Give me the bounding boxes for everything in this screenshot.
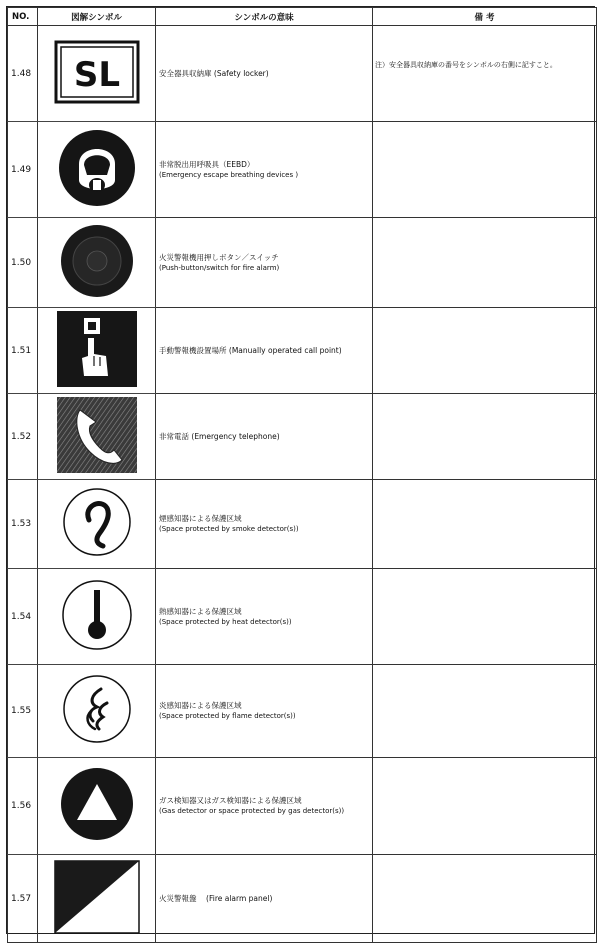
- row-number: 1.49: [8, 122, 38, 218]
- flame-detector-area-icon: [61, 673, 133, 745]
- header-remarks: 備 考: [373, 8, 597, 26]
- row-number: 1.52: [8, 394, 38, 480]
- meaning-cell: [156, 758, 373, 855]
- row-number: 1.50: [8, 218, 38, 308]
- meaning-en: (Safety locker): [213, 69, 269, 78]
- remark-text: 注）安全器具収納庫の番号をシンボルの右側に記すこと。: [375, 61, 557, 69]
- meaning-en: (Push-button/switch for fire alarm): [159, 263, 280, 272]
- meaning-en: (Space protected by smoke detector(s)): [159, 525, 299, 533]
- remarks-cell: [373, 758, 597, 855]
- meaning-en: (Fire alarm panel): [206, 894, 273, 903]
- table-row: [8, 26, 597, 122]
- gas-detector-area-icon: [59, 766, 135, 842]
- meaning-cell: [156, 218, 373, 308]
- table-row: [8, 308, 597, 394]
- meaning-en: (Emergency escape breathing devices ): [159, 170, 299, 179]
- sl-label: SL: [73, 54, 120, 95]
- remarks-cell: [373, 394, 597, 480]
- meaning-cell: [156, 308, 373, 394]
- symbol-cell: [38, 308, 156, 394]
- meaning-en: (Emergency telephone): [191, 432, 280, 441]
- meaning-cell: [156, 569, 373, 665]
- table-row: [8, 480, 597, 569]
- symbol-cell: [38, 218, 156, 308]
- row-number: 1.57: [8, 855, 38, 943]
- meaning-jp: 安全器具収納庫: [159, 69, 212, 78]
- meaning-en: (Manually operated call point): [228, 346, 342, 355]
- meaning-jp: 火災警報盤: [159, 894, 197, 903]
- row-number: 1.51: [8, 308, 38, 394]
- meaning-en: (Space protected by heat detector(s)): [159, 617, 292, 626]
- row-number: 1.48: [8, 26, 38, 122]
- header-no: NO.: [8, 8, 38, 26]
- symbol-cell: [38, 394, 156, 480]
- smoke-detector-area-icon: [61, 486, 133, 558]
- symbol-cell: [38, 665, 156, 758]
- heat-detector-area-icon: [60, 578, 134, 652]
- symbol-cell: [38, 855, 156, 943]
- remarks-cell: [373, 855, 597, 943]
- remarks-cell: [373, 480, 597, 569]
- symbol-table-sheet: [6, 6, 595, 934]
- meaning-jp: 煙感知器による保護区域: [159, 514, 242, 523]
- table-row: [8, 569, 597, 665]
- row-number: 1.54: [8, 569, 38, 665]
- meaning-cell: [156, 855, 373, 943]
- table-row: [8, 394, 597, 480]
- meaning-cell: [156, 394, 373, 480]
- meaning-jp: ガス検知器又はガス検知器による保護区域: [159, 796, 302, 805]
- meaning-jp: 炎感知器による保護区域: [159, 701, 242, 710]
- table-row: [8, 855, 597, 943]
- remarks-cell: [373, 569, 597, 665]
- symbol-cell: [38, 26, 156, 122]
- emergency-telephone-icon: [56, 396, 138, 474]
- meaning-jp: 熱感知器による保護区域: [159, 606, 242, 616]
- row-number: 1.55: [8, 665, 38, 758]
- push-button-fire-alarm-icon: [59, 223, 135, 299]
- symbol-table: [7, 7, 597, 943]
- table-row: [8, 218, 597, 308]
- meaning-cell: [156, 665, 373, 758]
- manual-call-point-icon: [56, 310, 138, 388]
- remarks-cell: [373, 665, 597, 758]
- meaning-cell: [156, 480, 373, 569]
- symbol-cell: [38, 480, 156, 569]
- safety-locker-sl-icon: [54, 40, 140, 104]
- row-number: 1.53: [8, 480, 38, 569]
- row-number: 1.56: [8, 758, 38, 855]
- fire-alarm-panel-icon: [54, 860, 140, 934]
- meaning-cell: [156, 122, 373, 218]
- meaning-en: (Gas detector or space protected by gas detector(s)): [159, 807, 345, 815]
- header-meaning: シンボルの意味: [156, 8, 373, 26]
- table-row: [8, 758, 597, 855]
- meaning-en: (Space protected by flame detector(s)): [159, 712, 296, 720]
- meaning-jp: 非常脱出用呼吸具（EEBD）: [159, 159, 255, 169]
- symbol-cell: [38, 758, 156, 855]
- remarks-cell: [373, 308, 597, 394]
- meaning-jp: 非常電話: [159, 432, 189, 441]
- meaning-cell: [156, 26, 373, 122]
- eebd-breathing-mask-icon: [57, 128, 137, 208]
- meaning-jp: 火災警報機用押しボタン／スイッチ: [159, 252, 279, 262]
- remarks-cell: [373, 122, 597, 218]
- remarks-cell: [373, 26, 597, 122]
- table-row: [8, 122, 597, 218]
- table-header-row: [8, 8, 597, 26]
- table-row: [8, 665, 597, 758]
- remarks-cell: [373, 218, 597, 308]
- symbol-cell: [38, 569, 156, 665]
- symbol-cell: [38, 122, 156, 218]
- meaning-jp: 手動警報機設置場所: [159, 346, 227, 355]
- header-symbol: 図解シンボル: [38, 8, 156, 26]
